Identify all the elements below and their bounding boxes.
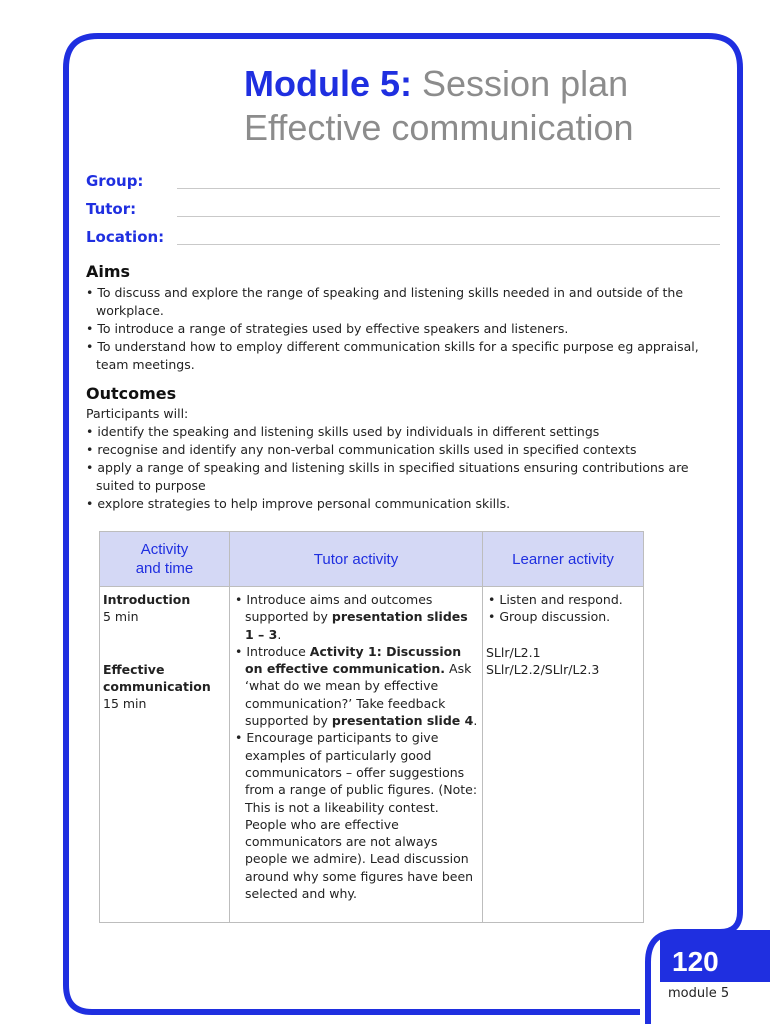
presentation-slide-ref: presentation slide 4 <box>331 713 474 729</box>
aims-item: • To discuss and explore the range of speaking and listening skills needed in and outside of the workplace. <box>86 285 684 318</box>
header-tutor: Tutor activity <box>230 532 483 587</box>
tutor-label: Tutor: <box>86 200 137 218</box>
outcomes-item: • explore strategies to help improve personal communication skills. <box>86 496 511 511</box>
session-plan-title: Session plan <box>422 63 629 104</box>
learner-item: • Listen and respond. <box>488 592 623 607</box>
tutor-cell <box>230 587 483 923</box>
module-footer-label: module 5 <box>668 986 730 1001</box>
activity-ref: Activity 1: Discussion on effective communication. <box>245 643 462 677</box>
curriculum-ref: SLlr/L2.2/SLlr/L2.3 <box>486 661 600 677</box>
tutor-text: . <box>473 713 478 729</box>
page-number: 120 <box>672 946 719 977</box>
tutor-item: • Introduce aims and outcomes supported by presentation slides 1 – 3. <box>235 592 468 642</box>
curriculum-ref: SLlr/L2.1 <box>486 644 541 660</box>
session-table <box>99 531 644 923</box>
header-activity <box>100 532 230 587</box>
location-field[interactable] <box>86 228 720 250</box>
tutor-text: . <box>277 626 282 642</box>
effective-title-2: communication <box>103 678 211 694</box>
location-label: Location: <box>86 228 165 246</box>
effective-time: 15 min <box>103 696 147 712</box>
group-field[interactable] <box>86 172 720 194</box>
table-row <box>100 587 644 923</box>
outcomes-heading: Outcomes <box>86 384 177 403</box>
location-line[interactable] <box>177 244 720 245</box>
tutor-text: Encourage participants to give examples of particularly good communicators – offer suggestions from a range of public figures. (Note: This is not a likeability contest. People who are effective communicators are not always people we admire). Lead discussion around why some figures have been selected and why. <box>245 730 478 902</box>
outcomes-item: • apply a range of speaking and listening skills in specified situations ensuring contributions are suited to purpose <box>86 460 689 493</box>
presentation-slides-ref: presentation slides 1 – 3 <box>245 609 468 642</box>
learner-cell <box>483 587 644 923</box>
tutor-list <box>233 591 479 902</box>
subtitle: Effective communication <box>244 107 634 148</box>
intro-title: Introduction <box>103 592 191 607</box>
learner-list <box>486 591 640 626</box>
outcomes-item: • recognise and identify any non-verbal communication skills used in specified contexts <box>86 442 637 457</box>
tutor-text: Ask ‘what do we mean by effective communication?’ Take feedback supported by <box>245 661 472 729</box>
group-label: Group: <box>86 172 144 190</box>
intro-time: 5 min <box>103 609 139 625</box>
learner-text: Group discussion. <box>499 609 611 625</box>
aims-item: • To introduce a range of strategies used by effective speakers and listeners. <box>86 321 569 336</box>
learner-item: • Group discussion. <box>488 609 611 625</box>
header-activity-line2: and time <box>135 560 194 577</box>
tutor-line[interactable] <box>177 216 720 217</box>
header-learner: Learner activity <box>483 532 644 587</box>
outcomes-item: • identify the speaking and listening skills used by individuals in different settings <box>86 424 600 439</box>
title-block <box>244 62 744 150</box>
aims-list <box>86 284 726 374</box>
aims-item: • To understand how to employ different communication skills for a specific purpose eg appraisal, team meetings. <box>86 339 699 372</box>
module-title: Module 5: <box>244 63 412 104</box>
outcomes-intro: Participants will: <box>86 406 189 421</box>
tutor-text: Introduce <box>246 643 310 659</box>
header-activity-line1: Activity <box>140 541 189 558</box>
tutor-field[interactable] <box>86 200 720 222</box>
learner-text: Listen and respond. <box>499 592 623 607</box>
outcomes-list <box>86 405 726 513</box>
table-header-row <box>100 532 644 587</box>
effective-title-1: Effective <box>103 661 165 677</box>
aims-heading: Aims <box>86 262 131 281</box>
tutor-text: Introduce aims and outcomes supported by <box>245 592 433 625</box>
activity-cell <box>100 587 230 923</box>
title-line-1 <box>244 62 744 106</box>
group-line[interactable] <box>177 188 720 189</box>
tutor-item: • Encourage participants to give examples of particularly good communicators – offer suggestions from a range of public figures. (Note: This is not a likeability contest. People who are effective communicators are not always people we admire). Lead discussion around why some figures have been selected and why. <box>235 730 478 902</box>
tutor-item: • Introduce Activity 1: Discussion on effective communication. Ask ‘what do we mean by effective communication?’ Take feedback supported by presentation slide 4. <box>235 643 478 729</box>
